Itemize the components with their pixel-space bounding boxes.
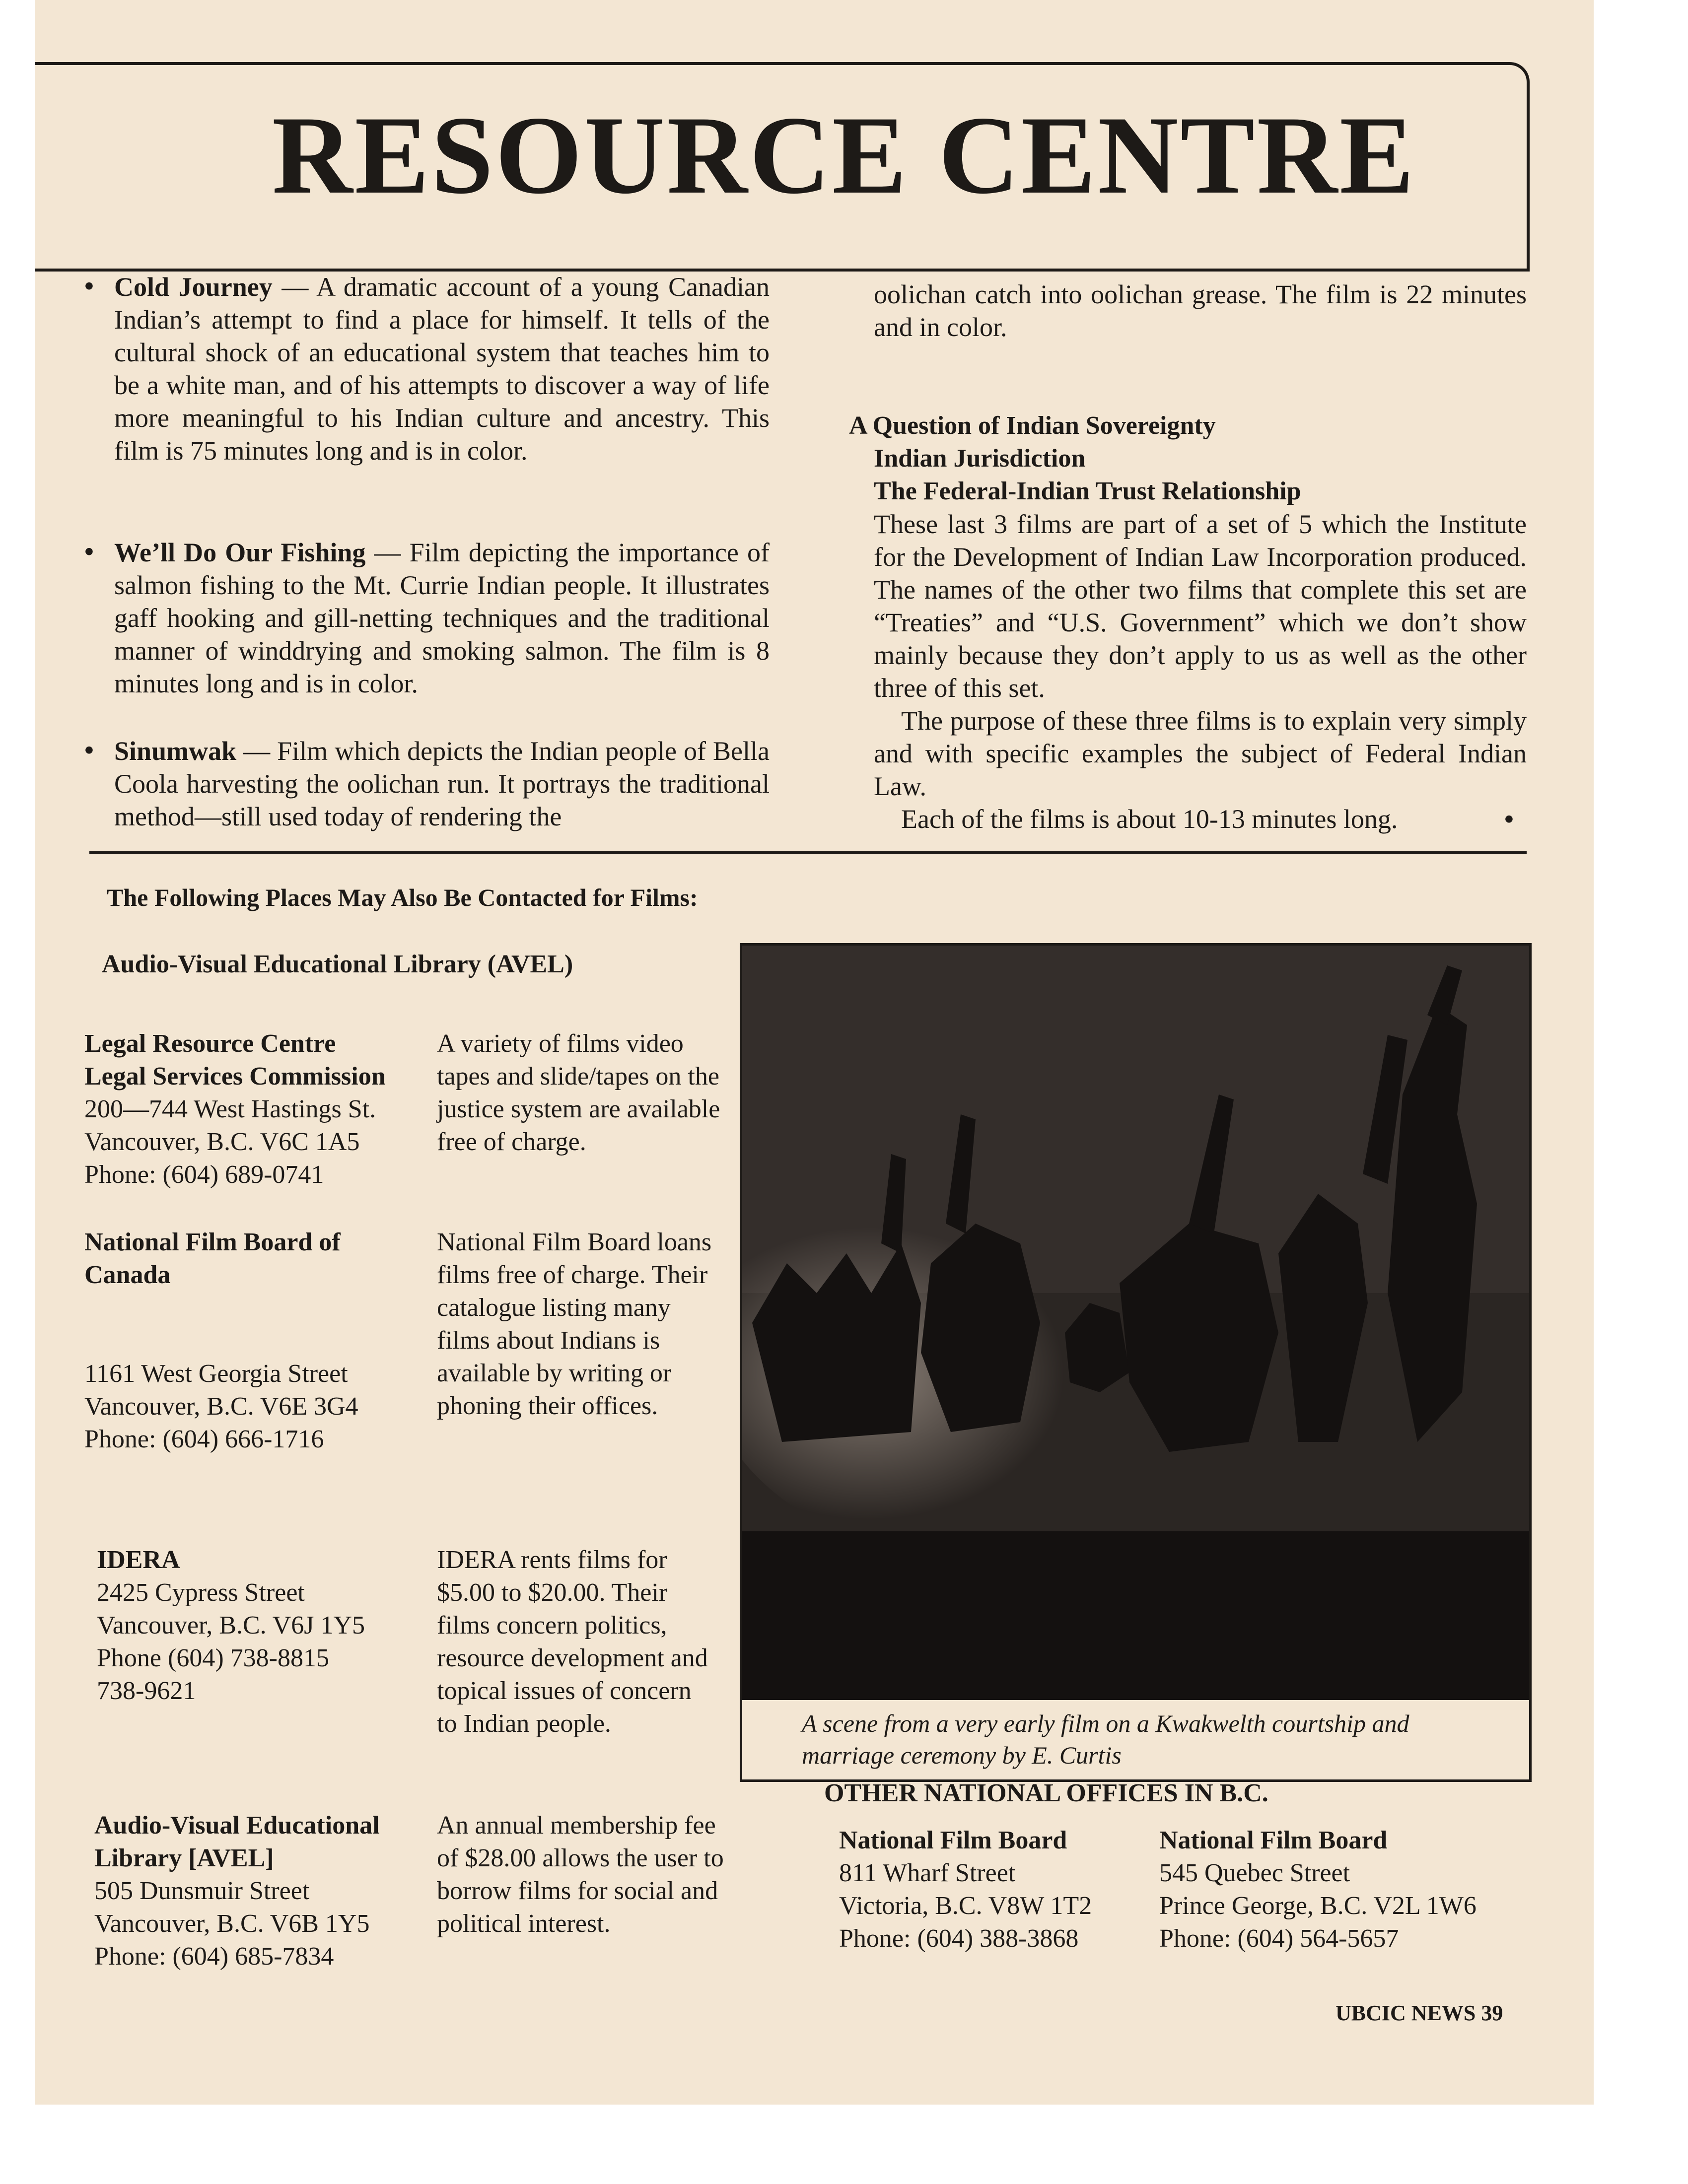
contact-address: 1161 West Georgia Street Vancouver, B.C. V6E 3G4 Phone: (604) 666-1716 bbox=[84, 1360, 358, 1453]
bullet: • bbox=[84, 537, 94, 566]
office-prince-george bbox=[1159, 1824, 1537, 1955]
page-title: RESOURCE CENTRE bbox=[272, 93, 1416, 217]
photo-frame bbox=[740, 943, 1532, 1782]
film-title: Cold Journey bbox=[114, 272, 273, 302]
section-divider bbox=[89, 851, 1527, 854]
contact-address: 200—744 West Hastings St. Vancouver, B.C. V6C 1A5 Phone: (604) 689-0741 bbox=[84, 1095, 376, 1189]
photo-caption: A scene from a very early film on a Kwakwelth courtship and marriage ceremony by E. Curtis bbox=[802, 1709, 1409, 1769]
contact-name: Legal Resource Centre Legal Services Commission bbox=[84, 1029, 386, 1091]
office-name: National Film Board bbox=[1159, 1826, 1388, 1854]
film-title: We’ll Do Our Fishing bbox=[114, 538, 366, 567]
office-victoria bbox=[839, 1824, 1147, 1955]
contact-description: An annual membership fee of $28.00 allows the user to borrow films for social and political interest. bbox=[437, 1811, 724, 1938]
contact-address: 505 Dunsmuir Street Vancouver, B.C. V6B 1Y5 Phone: (604) 685-7834 bbox=[94, 1877, 370, 1971]
film-title-jurisdiction: Indian Jurisdiction bbox=[874, 444, 1086, 473]
film-description: — A dramatic account of a young Canadian Indian’s attempt to find a place for himself. It tells of the cultural shock of an educational system that teaches him to be a white man, and of his attempts to discover a way of life more meaningful to his Indian culture and ancestry. This film is 75 minutes long and is in color. bbox=[114, 272, 770, 466]
contact-address: 2425 Cypress Street Vancouver, B.C. V6J 1Y5 Phone (604) 738-8815 738-9621 bbox=[97, 1578, 365, 1705]
contact-description: A variety of films video tapes and slide/tapes on the justice system are available free of charge. bbox=[437, 1029, 720, 1156]
films-set-paragraph: These last 3 films are part of a set of 5 which the Institute for the Development of Indian Law Incorporation produced. The names of the other two films that complete this set are “Treaties” and “U.S. Government” which we don’t show mainly because they don’t apply to us as well as the other three of this set. bbox=[874, 509, 1527, 703]
films-purpose-paragraph: The purpose of these three films is to explain very simply and with specific examples the subject of Federal Indian Law. bbox=[874, 706, 1527, 801]
film-title-sovereignty: A Question of Indian Sovereignty bbox=[849, 411, 1216, 440]
office-address: 811 Wharf Street Victoria, B.C. V8W 1T2 Phone: (604) 388-3868 bbox=[839, 1859, 1092, 1953]
contact-avel bbox=[94, 1809, 437, 1973]
film-description: — Film depicting the importance of salmon fishing to the Mt. Currie Indian people. It illustrates gaff hooking and gill-netting techniques and the traditional manner of winddrying and smoking salmon. The film is 8 minutes long and is in color. bbox=[114, 538, 770, 698]
bullet: • bbox=[84, 735, 94, 765]
film-title: Sinumwak bbox=[114, 736, 237, 766]
dancers-silhouette bbox=[742, 946, 1529, 1700]
film-continuation: oolichan catch into oolichan grease. The film is 22 minutes and in color. bbox=[874, 279, 1527, 342]
film-entry-sinumwak bbox=[114, 735, 770, 833]
films-length-note: Each of the films is about 10-13 minutes long. bbox=[901, 804, 1398, 834]
contact-legal-resource-centre bbox=[84, 1027, 427, 1191]
film-entry-cold-journey bbox=[114, 271, 770, 467]
places-heading: The Following Places May Also Be Contacted for Films: bbox=[107, 884, 698, 911]
office-name: National Film Board bbox=[839, 1826, 1067, 1854]
office-address: 545 Quebec Street Prince George, B.C. V2L 1W6 Phone: (604) 564-5657 bbox=[1159, 1859, 1477, 1953]
end-mark: • bbox=[1504, 804, 1514, 834]
places-subheading: Audio-Visual Educational Library (AVEL) bbox=[102, 950, 573, 978]
contact-name: IDERA bbox=[97, 1546, 180, 1574]
bullet: • bbox=[84, 271, 94, 301]
contact-idera bbox=[97, 1544, 434, 1707]
film-still-photo bbox=[742, 946, 1529, 1700]
contact-name: National Film Board of Canada bbox=[84, 1228, 341, 1289]
contact-name: Audio-Visual Educational Library [AVEL] bbox=[94, 1811, 380, 1872]
contact-description: National Film Board loans films free of charge. Their catalogue listing many films about Indians is available by writing or phoning their offices. bbox=[437, 1228, 712, 1420]
film-entry-fishing bbox=[114, 536, 770, 700]
other-offices-heading: OTHER NATIONAL OFFICES IN B.C. bbox=[824, 1779, 1268, 1807]
film-description: — Film which depicts the Indian people of Bella Coola harvesting the oolichan run. It portrays the traditional method—still used today of rendering the bbox=[114, 736, 770, 831]
page-footer: UBCIC NEWS 39 bbox=[1336, 2001, 1503, 2025]
film-title-trust: The Federal-Indian Trust Relationship bbox=[874, 477, 1301, 505]
contact-description: IDERA rents films for $5.00 to $20.00. Their films concern politics, resource development and topical issues of concern to Indian people. bbox=[437, 1546, 708, 1738]
